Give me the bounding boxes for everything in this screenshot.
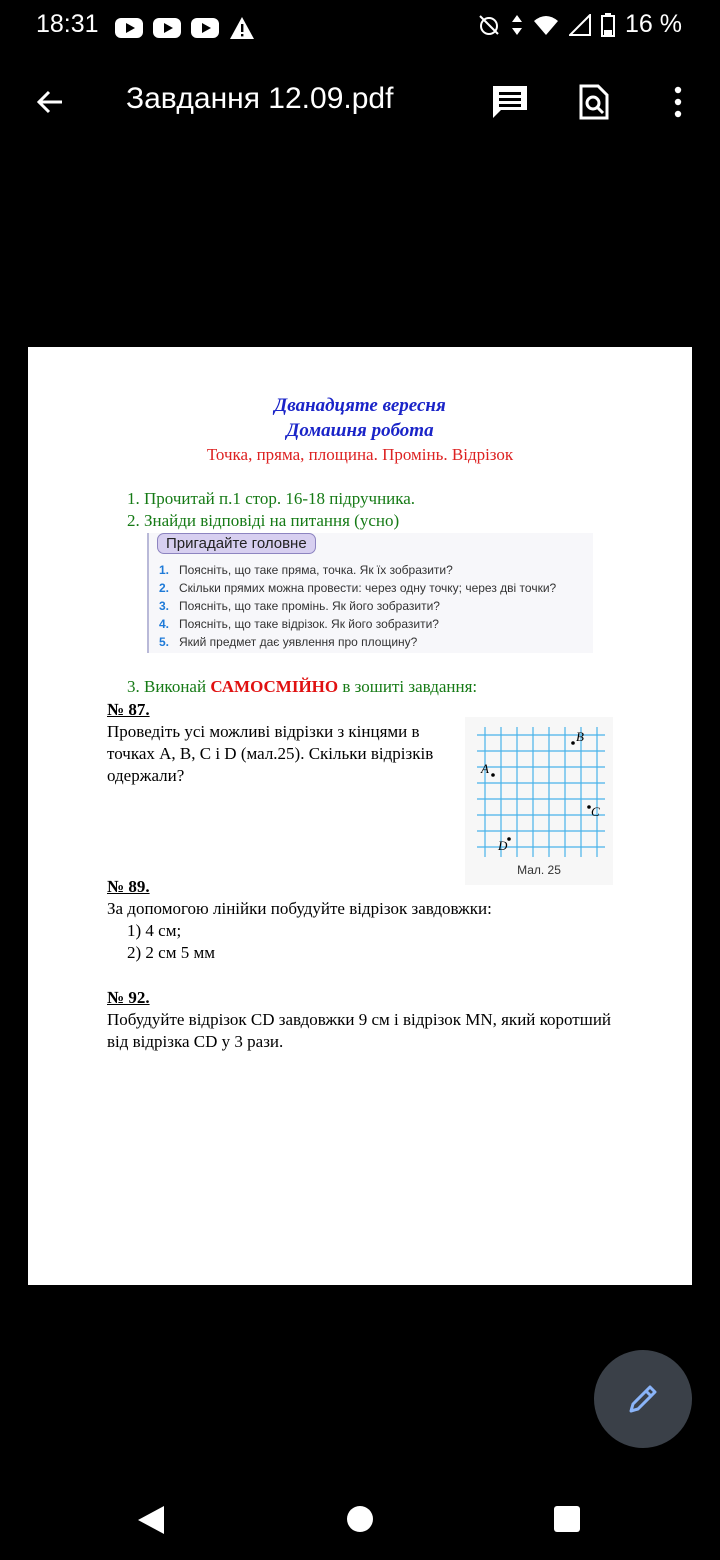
problem-89-item: 1) 4 см;	[127, 921, 182, 940]
find-in-document-button[interactable]	[572, 80, 616, 124]
youtube-icon	[115, 18, 143, 38]
problem-89-text: За допомогою лінійки побудуйте відрізок завдовжки:	[107, 899, 492, 918]
problem-87-text: одержали?	[107, 766, 185, 785]
youtube-icon	[191, 18, 219, 38]
home-nav-icon[interactable]	[346, 1505, 374, 1533]
problem-92-number: № 92.	[107, 988, 150, 1007]
edit-fab[interactable]	[594, 1350, 692, 1448]
recall-box-title: Пригадайте головне	[157, 533, 316, 554]
warning-icon	[229, 16, 255, 40]
question-item: 3. Поясніть, що таке промінь. Як його зобразити?	[159, 599, 440, 613]
question-item: 1. Поясніть, що таке пряма, точка. Як їх зобразити?	[159, 563, 453, 577]
wifi-icon	[533, 14, 559, 36]
recents-nav-icon[interactable]	[553, 1505, 581, 1533]
pencil-icon	[625, 1381, 661, 1417]
task-2: 2. Знайди відповіді на питання (усно)	[127, 511, 400, 530]
more-vert-icon	[672, 86, 684, 118]
point-label: D	[498, 838, 508, 853]
problem-87-text: точках A, B, C і D (мал.25). Скільки відрізків	[107, 744, 434, 763]
problem-92-text: Побудуйте відрізок CD завдовжки 9 см і відрізок MN, який коротший	[107, 1010, 612, 1029]
back-nav-icon[interactable]	[136, 1504, 166, 1536]
battery-icon	[601, 13, 615, 37]
grid-figure	[465, 717, 613, 857]
status-bar	[0, 0, 720, 56]
pdf-page[interactable]	[28, 347, 692, 1285]
question-item: 5. Який предмет дає уявлення про площину?	[159, 635, 418, 649]
navigation-bar	[0, 1480, 720, 1560]
recall-box	[147, 533, 593, 653]
comment-icon	[491, 84, 529, 120]
app-bar	[0, 66, 720, 138]
heading-homework: Домашня робота	[286, 420, 434, 441]
document-title: Завдання 12.09.pdf	[126, 82, 394, 115]
back-button[interactable]	[28, 80, 72, 124]
comments-button[interactable]	[488, 80, 532, 124]
problem-89-item: 2) 2 см 5 мм	[127, 943, 215, 962]
task-1: 1. Прочитай п.1 стор. 16-18 підручника.	[127, 489, 416, 508]
system-icons	[477, 10, 682, 39]
status-time: 18:31	[36, 10, 99, 38]
search-document-icon	[578, 84, 610, 120]
data-arrows-icon	[511, 13, 523, 37]
question-item: 4. Поясніть, що таке відрізок. Як його зобразити?	[159, 617, 439, 631]
youtube-icon	[153, 18, 181, 38]
signal-icon	[569, 14, 591, 36]
task-3-emphasis: САМОСМІЙНО	[210, 677, 339, 696]
alarm-off-icon	[477, 13, 501, 37]
figure-25	[465, 717, 613, 885]
point-label: B	[576, 729, 584, 744]
heading-topic: Точка, пряма, площина. Промінь. Відрізок	[206, 445, 514, 464]
problem-87-text: Проведіть усі можливі відрізки з кінцями в	[107, 722, 420, 741]
figure-caption: Мал. 25	[517, 863, 561, 877]
more-options-button[interactable]	[656, 80, 700, 124]
task-3: 3. Виконай САМОСМІЙНО в зошиті завдання:	[127, 677, 478, 696]
problem-92-text: від відрізка CD у 3 рази.	[107, 1032, 284, 1051]
point-label: A	[481, 761, 489, 776]
arrow-left-icon	[35, 87, 65, 117]
problem-89-number: № 89.	[107, 877, 150, 896]
notification-icons	[115, 16, 255, 40]
question-item: 2. Скільки прямих можна провести: через одну точку; через дві точки?	[159, 581, 557, 595]
problem-87-number: № 87.	[107, 700, 150, 719]
point-label: C	[591, 804, 600, 819]
battery-percent: 16 %	[625, 10, 682, 38]
heading-date: Дванадцяте вересня	[274, 395, 446, 416]
